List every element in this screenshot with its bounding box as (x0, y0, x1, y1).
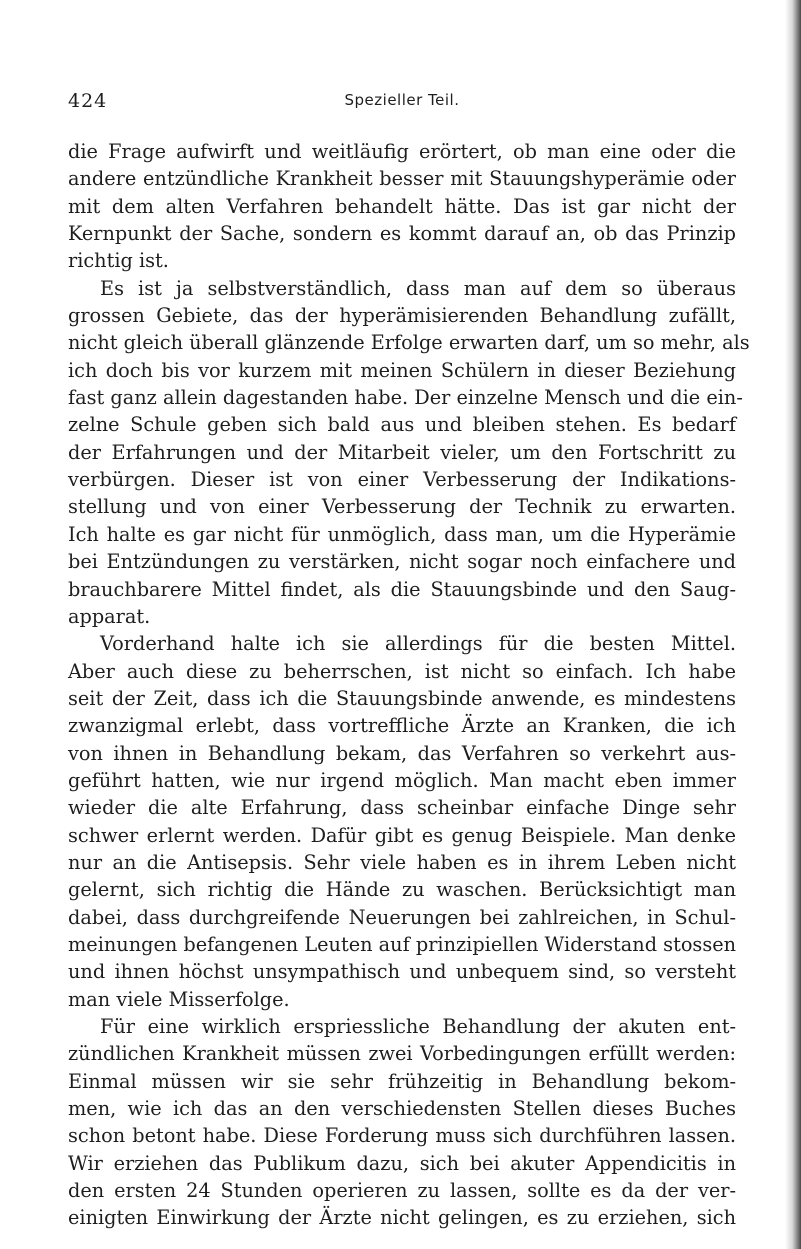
page-edge-shadow (785, 0, 801, 1249)
text-line: geführt hatten, wie nur irgend möglich. Man macht eben immer (68, 768, 736, 792)
text-line: nur an die Antisepsis. Sehr viele haben es in ihrem Leben nicht (68, 850, 736, 874)
text-line: schon betont habe. Diese Forderung muss sich durchführen lassen. (68, 1124, 736, 1148)
book-page (68, 90, 750, 1232)
text-line: den ersten 24 Stunden operieren zu lassen, sollte es da der ver- (68, 1179, 736, 1203)
text-line: einigten Einwirkung der Ärzte nicht gelingen, es zu erziehen, sich (68, 1206, 736, 1230)
text-line: stellung und von einer Verbesserung der Technik zu erwarten. (68, 495, 736, 519)
text-line: men, wie ich das an den verschiedensten Stellen dieses Buches (68, 1097, 736, 1121)
text-line: wieder die alte Erfahrung, dass scheinbar einfache Dinge sehr (68, 796, 736, 820)
text-line: der Erfahrungen und der Mitarbeit vieler, um den Fortschritt zu (68, 440, 736, 464)
text-line: schwer erlernt werden. Dafür gibt es genug Beispiele. Man denke (68, 823, 736, 847)
text-line: Es ist ja selbstverständlich, dass man auf dem so überaus (100, 276, 736, 300)
running-title: Spezieller Teil. (344, 91, 460, 109)
text-line: Wir erziehen das Publikum dazu, sich bei akuter Appendicitis in (68, 1151, 736, 1175)
text-line: brauchbarere Mittel findet, als die Stauungsbinde und den Saug- (68, 577, 736, 601)
text-line: seit der Zeit, dass ich die Stauungsbinde anwende, es mindestens (68, 686, 736, 710)
text-line: Einmal müssen wir sie sehr frühzeitig in Behandlung bekom- (68, 1069, 736, 1093)
text-line: dabei, dass durchgreifende Neuerungen bei zahlreichen, in Schul- (68, 905, 736, 929)
text-line: meinungen befangenen Leuten auf prinzipiellen Widerstand stossen (68, 932, 737, 956)
text-line: richtig ist. (68, 249, 169, 273)
text-line: zündlichen Krankheit müssen zwei Vorbedingungen erfüllt werden: (68, 1042, 736, 1066)
text-line: Ich halte es gar nicht für unmöglich, dass man, um die Hyperämie (68, 522, 736, 546)
text-line: Vorderhand halte ich sie allerdings für die besten Mittel. (100, 632, 736, 656)
text-line: bei Entzündungen zu verstärken, nicht sogar noch einfachere und (68, 550, 736, 574)
text-line: Aber auch diese zu beherrschen, ist nicht so einfach. Ich habe (68, 659, 736, 683)
text-line: von ihnen in Behandlung bekam, das Verfahren so verkehrt aus- (68, 741, 736, 765)
text-line: Kernpunkt der Sache, sondern es kommt darauf an, ob das Prinzip (68, 222, 736, 246)
body-text (68, 138, 750, 1232)
text-line: ich doch bis vor kurzem mit meinen Schülern in dieser Beziehung (68, 358, 736, 382)
page-number: 424 (68, 90, 108, 112)
text-line: die Frage aufwirft und weitläufig erörtert, ob man eine oder die (68, 140, 736, 163)
text-line: Für eine wirklich erspriessliche Behandlung der akuten ent- (100, 1015, 736, 1038)
text-line: zwanzigmal erlebt, dass vortreffliche Ärzte an Kranken, die ich (68, 714, 736, 738)
text-line: verbürgen. Dieser ist von einer Verbesserung der Indikations- (68, 468, 736, 492)
text-line: apparat. (68, 604, 151, 628)
text-line: andere entzündliche Krankheit besser mit Stauungshyperämie oder (68, 167, 736, 191)
text-line: zelne Schule geben sich bald aus und bleiben stehen. Es bedarf (68, 413, 736, 437)
text-line: man viele Misserfolge. (68, 987, 290, 1011)
page-header (68, 90, 736, 124)
text-line: nicht gleich überall glänzende Erfolge erwarten darf, um so mehr, als (68, 331, 750, 355)
text-line: fast ganz allein dagestanden habe. Der einzelne Mensch und die ein- (68, 386, 743, 410)
text-line: und ihnen höchst unsympathisch und unbequem sind, so versteht (68, 960, 736, 984)
text-line: grossen Gebiete, das der hyperämisierenden Behandlung zufällt, (68, 304, 736, 328)
text-line: mit dem alten Verfahren behandelt hätte. Das ist gar nicht der (68, 194, 736, 218)
text-line: gelernt, sich richtig die Hände zu waschen. Berücksichtigt man (68, 878, 736, 902)
